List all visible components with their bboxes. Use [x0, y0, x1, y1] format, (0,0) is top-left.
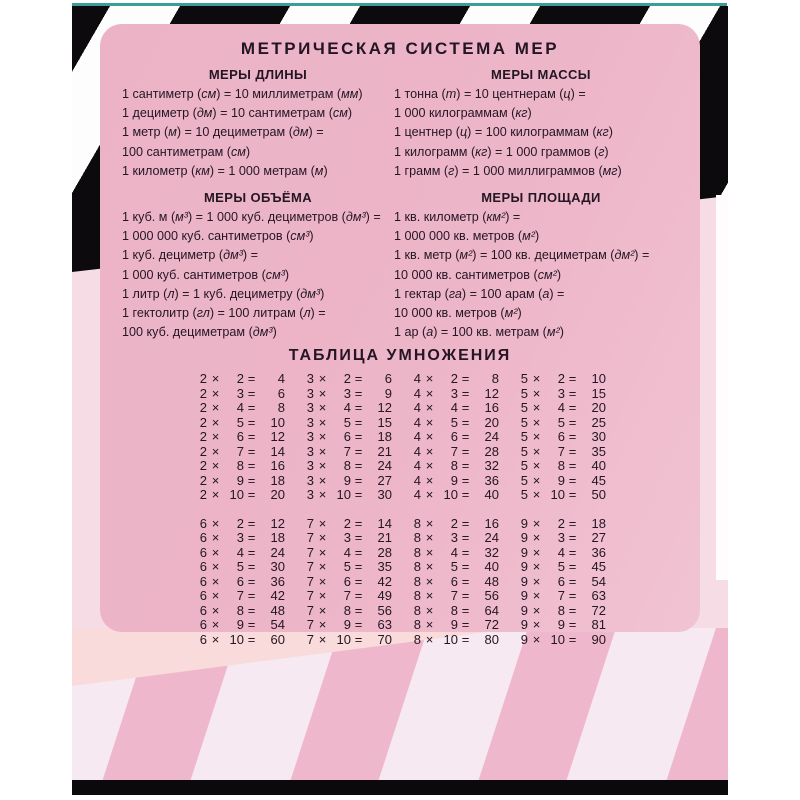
bottom-black-trim — [72, 780, 728, 795]
equation-row: 9 × 2 = 18 — [520, 515, 606, 531]
equation-row: 7 × 8 = 56 — [306, 602, 392, 618]
section-length — [122, 60, 394, 181]
multiplication-column — [408, 517, 499, 648]
section-title: МЕРЫ ОБЪЁМА — [203, 190, 313, 206]
equation-row: 4 × 4 = 16 — [413, 400, 499, 416]
measure-line: 10 000 кв. сантиметров (см²) — [394, 267, 562, 282]
section-volume — [122, 181, 394, 342]
measure-line: 100 сантиметрам (см) — [122, 144, 251, 159]
measure-line: 1 кв. метр (м²) = 100 кв. дециметрам (дм²) = — [394, 248, 650, 263]
equation-row: 6 × 7 = 42 — [199, 588, 285, 604]
measure-line: 1 центнер (ц) = 100 килограммам (кг) — [394, 125, 613, 140]
multiplication-column — [194, 372, 285, 503]
equation-row: 9 × 4 = 36 — [520, 544, 606, 560]
equation-row: 2 × 10 = 20 — [199, 487, 285, 503]
equation-row: 5 × 2 = 10 — [520, 371, 606, 387]
equation-row: 4 × 10 = 40 — [413, 487, 499, 503]
measure-line: 1 000 000 кв. метров (м²) — [394, 229, 540, 244]
equation-row: 3 × 10 = 30 — [306, 487, 392, 503]
equation-row: 8 × 4 = 32 — [413, 544, 499, 560]
equation-row: 8 × 9 = 72 — [413, 617, 499, 633]
multiplication-column — [301, 372, 392, 503]
equation-row: 4 × 3 = 12 — [413, 385, 499, 401]
equation-row: 6 × 4 = 24 — [199, 544, 285, 560]
equation-row: 2 × 2 = 4 — [199, 371, 285, 387]
equation-row: 3 × 4 = 12 — [306, 400, 392, 416]
equation-row: 5 × 6 = 30 — [520, 429, 606, 445]
section-area — [394, 181, 688, 342]
equation-row: 9 × 8 = 72 — [520, 602, 606, 618]
equation-row: 2 × 7 = 14 — [199, 443, 285, 459]
equation-row: 8 × 5 = 40 — [413, 559, 499, 575]
measure-line: 1 километр (км) = 1 000 метрам (м) — [122, 163, 328, 178]
multiplication-block-2 — [100, 517, 700, 648]
section-lines — [122, 85, 394, 181]
equation-row: 5 × 3 = 15 — [520, 385, 606, 401]
equation-row: 7 × 4 = 28 — [306, 544, 392, 560]
equation-row: 5 × 7 = 35 — [520, 443, 606, 459]
equation-row: 7 × 9 = 63 — [306, 617, 392, 633]
equation-row: 2 × 6 = 12 — [199, 429, 285, 445]
section-lines — [122, 208, 394, 342]
equation-row: 3 × 2 = 6 — [306, 371, 392, 387]
equation-row: 4 × 6 = 24 — [413, 429, 499, 445]
equation-row: 3 × 8 = 24 — [306, 458, 392, 474]
equation-row: 4 × 8 = 32 — [413, 458, 499, 474]
equation-row: 6 × 3 = 18 — [199, 530, 285, 546]
measure-line: 1 000 килограммам (кг) — [394, 106, 532, 121]
section-mass — [394, 60, 688, 181]
multiplication-column — [301, 517, 392, 648]
equation-row: 6 × 6 = 36 — [199, 573, 285, 589]
measure-line: 1 ар (а) = 100 кв. метрам (м²) — [394, 325, 564, 340]
equation-row: 5 × 10 = 50 — [520, 487, 606, 503]
measure-line: 1 кв. километр (км²) = — [394, 210, 521, 225]
equation-row: 8 × 6 = 48 — [413, 573, 499, 589]
section-title: МЕРЫ ДЛИНЫ — [208, 67, 308, 82]
equation-row: 6 × 8 = 48 — [199, 602, 285, 618]
equation-row: 8 × 3 = 24 — [413, 530, 499, 546]
equation-row: 4 × 7 = 28 — [413, 443, 499, 459]
multiplication-block-1 — [100, 372, 700, 503]
equation-row: 8 × 8 = 64 — [413, 602, 499, 618]
bottom-stripes — [72, 628, 728, 780]
measure-line: 1 литр (л) = 1 куб. дециметру (дм³) — [122, 286, 325, 301]
equation-row: 2 × 5 = 10 — [199, 414, 285, 430]
measure-line: 100 куб. дециметрам (дм³) — [122, 325, 277, 340]
equation-row: 3 × 6 = 18 — [306, 429, 392, 445]
equation-row: 2 × 9 = 18 — [199, 472, 285, 488]
equation-row: 8 × 7 = 56 — [413, 588, 499, 604]
equation-row: 9 × 3 = 27 — [520, 530, 606, 546]
equation-row: 2 × 4 = 8 — [199, 400, 285, 416]
measure-line: 1 метр (м) = 10 дециметрам (дм) = — [122, 125, 324, 140]
measure-sections — [122, 60, 688, 342]
measure-line: 1 куб. м (м³) = 1 000 куб. дециметров (дм³) = — [122, 210, 381, 225]
equation-row: 6 × 10 = 60 — [199, 631, 285, 647]
measure-line: 1 гектар (га) = 100 арам (а) = — [394, 286, 565, 301]
measure-line: 1 тонна (т) = 10 центнерам (ц) = — [394, 87, 586, 101]
equation-row: 3 × 5 = 15 — [306, 414, 392, 430]
equation-row: 9 × 9 = 81 — [520, 617, 606, 633]
equation-row: 4 × 5 = 20 — [413, 414, 499, 430]
multiplication-column — [408, 372, 499, 503]
equation-row: 2 × 8 = 16 — [199, 458, 285, 474]
measure-line: 1 000 000 куб. сантиметров (см³) — [122, 229, 314, 244]
measure-line: 1 гектолитр (гл) = 100 литрам (л) = — [122, 306, 326, 321]
equation-row: 3 × 3 = 9 — [306, 385, 392, 401]
equation-row: 9 × 6 = 54 — [520, 573, 606, 589]
metric-card — [100, 24, 700, 647]
section-title: МЕРЫ МАССЫ — [491, 67, 591, 82]
equation-row: 7 × 3 = 21 — [306, 530, 392, 546]
multiplication-column — [194, 517, 285, 648]
equation-row: 8 × 10 = 80 — [413, 631, 499, 647]
measure-line: 1 000 куб. сантиметров (см³) — [122, 267, 290, 282]
multiplication-title: ТАБЛИЦА УМНОЖЕНИЯ — [288, 347, 512, 365]
equation-row: 5 × 8 = 40 — [520, 458, 606, 474]
multiplication-column — [515, 517, 606, 648]
measure-line: 1 килограмм (кг) = 1 000 граммов (г) — [394, 144, 609, 159]
equation-row: 7 × 6 = 42 — [306, 573, 392, 589]
equation-row: 6 × 5 = 30 — [199, 559, 285, 575]
equation-row: 6 × 2 = 12 — [199, 515, 285, 531]
equation-row: 5 × 9 = 45 — [520, 472, 606, 488]
equation-row: 5 × 5 = 25 — [520, 414, 606, 430]
measure-line: 1 куб. дециметр (дм³) = — [122, 248, 258, 263]
equation-row: 3 × 9 = 27 — [306, 472, 392, 488]
right-edge-highlight — [716, 195, 728, 580]
measure-line: 1 дециметр (дм) = 10 сантиметрам (см) — [122, 106, 353, 121]
measure-line: 10 000 кв. метров (м²) — [394, 306, 522, 321]
equation-row: 9 × 10 = 90 — [520, 631, 606, 647]
measure-line: 1 грамм (г) = 1 000 миллиграммов (мг) — [394, 163, 622, 178]
equation-row: 9 × 7 = 63 — [520, 588, 606, 604]
equation-row: 7 × 7 = 49 — [306, 588, 392, 604]
equation-row: 7 × 10 = 70 — [306, 631, 392, 647]
equation-row: 4 × 9 = 36 — [413, 472, 499, 488]
equation-row: 7 × 5 = 35 — [306, 559, 392, 575]
equation-row: 3 × 7 = 21 — [306, 443, 392, 459]
equation-row: 8 × 2 = 16 — [413, 515, 499, 531]
section-lines — [394, 208, 688, 342]
measure-line: 1 сантиметр (см) = 10 миллиметрам (мм) — [122, 87, 363, 101]
equation-row: 5 × 4 = 20 — [520, 400, 606, 416]
page-title: МЕТРИЧЕСКАЯ СИСТЕМА МЕР — [240, 39, 560, 58]
equation-row: 2 × 3 = 6 — [199, 385, 285, 401]
equation-row: 6 × 9 = 54 — [199, 617, 285, 633]
section-title: МЕРЫ ПЛОЩАДИ — [481, 190, 601, 206]
equation-row: 7 × 2 = 14 — [306, 515, 392, 531]
equation-row: 9 × 5 = 45 — [520, 559, 606, 575]
section-lines — [394, 85, 688, 181]
equation-row: 4 × 2 = 8 — [413, 371, 499, 387]
multiplication-column — [515, 372, 606, 503]
